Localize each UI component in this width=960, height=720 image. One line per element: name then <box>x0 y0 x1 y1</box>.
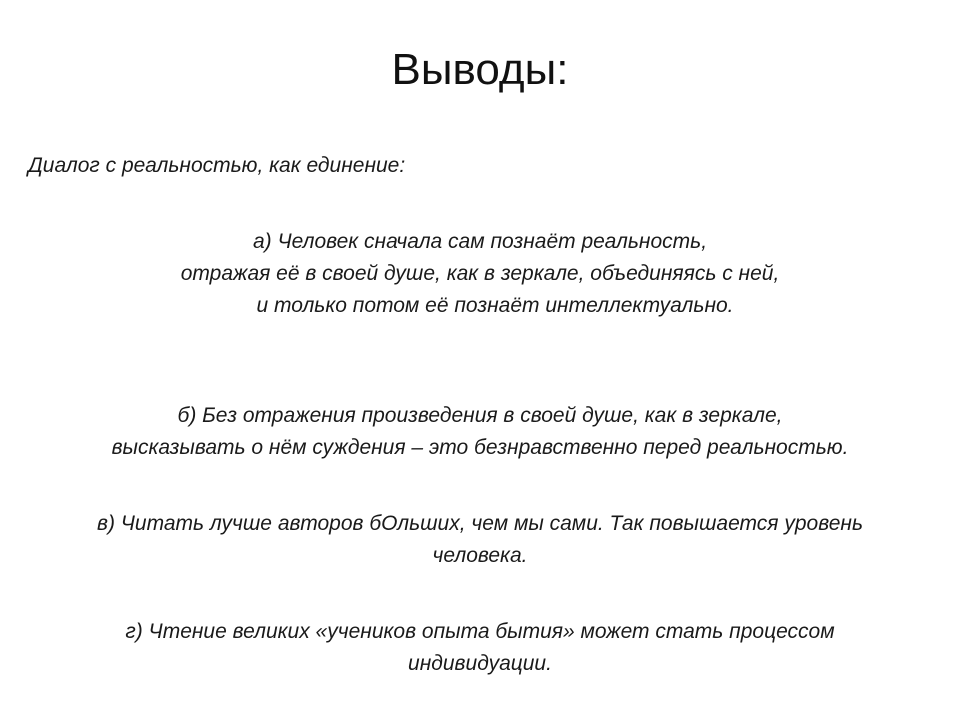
conclusion-g <box>0 616 960 680</box>
conclusion-a-line-1: а) Человек сначала сам познаёт реальность, <box>252 230 708 253</box>
conclusion-b-line-1: б) Без отражения произведения в своей душе, как в зеркале, <box>177 404 783 427</box>
conclusion-a-line-3: и только потом её познаёт интеллектуально. <box>256 294 734 317</box>
conclusion-b-line-2: высказывать о нём суждения – это безнравственно перед реальностью. <box>111 436 849 459</box>
conclusion-a <box>0 226 960 322</box>
slide-title: Выводы: <box>391 45 569 94</box>
conclusion-a-line-2: отражая её в своей душе, как в зеркале, объединяясь с ней, <box>180 262 780 285</box>
conclusion-v-line-2: человека. <box>432 544 528 567</box>
intro-text: Диалог с реальностью, как единение: <box>28 154 406 177</box>
conclusion-v <box>0 508 960 572</box>
conclusion-g-line-1: г) Чтение великих «учеников опыта бытия» может стать процессом <box>125 620 835 643</box>
conclusion-v-line-1: в) Читать лучше авторов бОльших, чем мы сами. Так повышается уровень <box>96 512 863 535</box>
conclusion-g-line-2: индивидуации. <box>408 652 552 675</box>
conclusion-b <box>0 400 960 464</box>
